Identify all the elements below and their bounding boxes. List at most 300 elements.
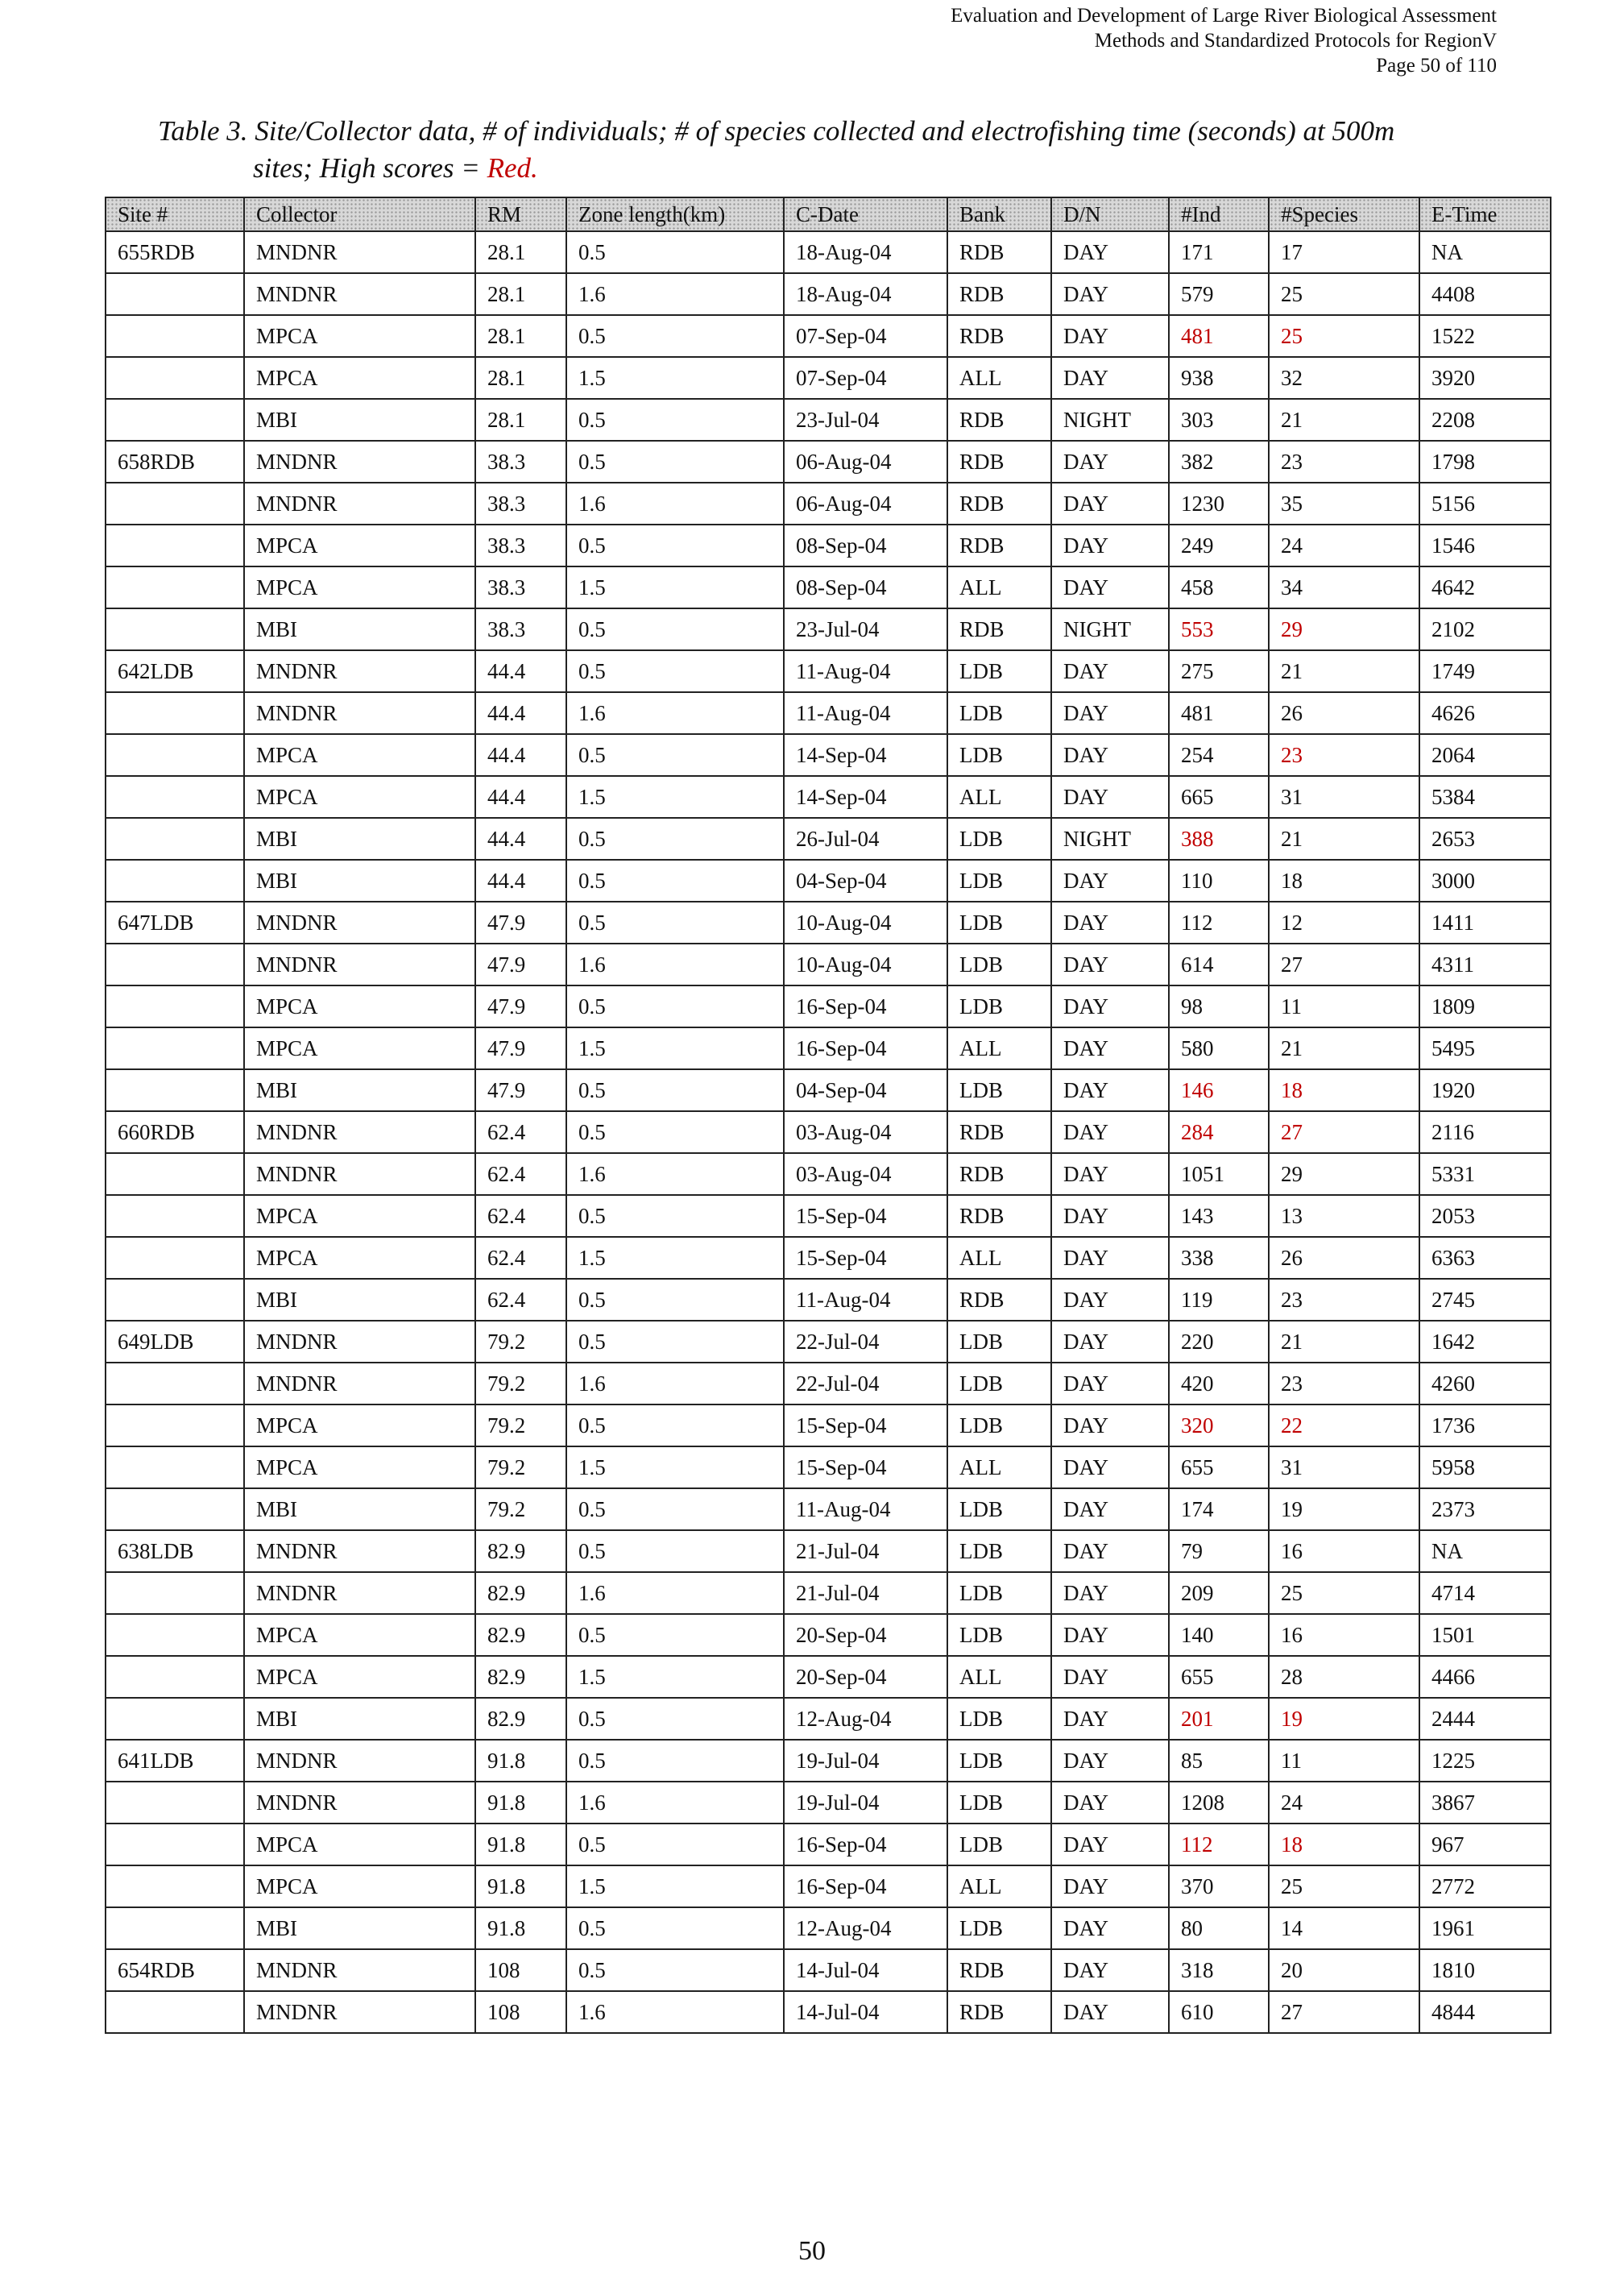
cell-zone-length: 0.5: [566, 1069, 784, 1111]
cell-bank: RDB: [947, 1991, 1051, 2033]
cell-bank: LDB: [947, 944, 1051, 985]
cell-day-night: DAY: [1051, 441, 1169, 483]
cell-collector: MPCA: [244, 1027, 475, 1069]
cell-ind: 1208: [1169, 1782, 1269, 1824]
cell-day-night: DAY: [1051, 1949, 1169, 1991]
cell-day-night: DAY: [1051, 315, 1169, 357]
cell-zone-length: 0.5: [566, 525, 784, 566]
cell-e-time: 1798: [1419, 441, 1551, 483]
cell-rm: 82.9: [475, 1614, 566, 1656]
cell-rm: 79.2: [475, 1321, 566, 1363]
cell-collector: MPCA: [244, 1614, 475, 1656]
cell-bank: RDB: [947, 1111, 1051, 1153]
cell-bank: RDB: [947, 441, 1051, 483]
cell-bank: RDB: [947, 1279, 1051, 1321]
cell-species: 27: [1269, 1991, 1419, 2033]
cell-c-date: 19-Jul-04: [784, 1740, 947, 1782]
cell-c-date: 15-Sep-04: [784, 1404, 947, 1446]
cell-collector: MNDNR: [244, 1530, 475, 1572]
cell-ind: 614: [1169, 944, 1269, 985]
cell-species: 21: [1269, 818, 1419, 860]
cell-c-date: 06-Aug-04: [784, 483, 947, 525]
cell-rm: 44.4: [475, 860, 566, 902]
cell-bank: LDB: [947, 692, 1051, 734]
cell-collector: MPCA: [244, 1865, 475, 1907]
cell-rm: 44.4: [475, 692, 566, 734]
cell-c-date: 21-Jul-04: [784, 1572, 947, 1614]
cell-c-date: 14-Sep-04: [784, 734, 947, 776]
cell-c-date: 11-Aug-04: [784, 1488, 947, 1530]
cell-c-date: 10-Aug-04: [784, 902, 947, 944]
cell-ind: 388: [1169, 818, 1269, 860]
cell-c-date: 07-Sep-04: [784, 357, 947, 399]
cell-zone-length: 0.5: [566, 1824, 784, 1865]
cell-e-time: 3867: [1419, 1782, 1551, 1824]
cell-rm: 38.3: [475, 566, 566, 608]
cell-site: [106, 608, 244, 650]
cell-species: 18: [1269, 1824, 1419, 1865]
cell-rm: 62.4: [475, 1279, 566, 1321]
cell-collector: MBI: [244, 399, 475, 441]
cell-day-night: DAY: [1051, 1446, 1169, 1488]
cell-collector: MBI: [244, 1279, 475, 1321]
cell-e-time: 1522: [1419, 315, 1551, 357]
cell-e-time: 967: [1419, 1824, 1551, 1865]
header-line-2: Methods and Standardized Protocols for RegionV: [1094, 30, 1497, 52]
cell-e-time: 1961: [1419, 1907, 1551, 1949]
cell-e-time: 1736: [1419, 1404, 1551, 1446]
column-header-ind: #Ind: [1169, 197, 1269, 231]
cell-ind: 249: [1169, 525, 1269, 566]
cell-e-time: 4466: [1419, 1656, 1551, 1698]
table-body: [106, 231, 1551, 2033]
cell-zone-length: 0.5: [566, 1698, 784, 1740]
cell-bank: LDB: [947, 818, 1051, 860]
cell-collector: MPCA: [244, 734, 475, 776]
table-row: [106, 1907, 1551, 1949]
cell-site: [106, 1907, 244, 1949]
cell-collector: MNDNR: [244, 1740, 475, 1782]
cell-e-time: NA: [1419, 1530, 1551, 1572]
cell-rm: 28.1: [475, 399, 566, 441]
cell-site: [106, 315, 244, 357]
cell-rm: 44.4: [475, 776, 566, 818]
cell-site: [106, 1069, 244, 1111]
cell-bank: LDB: [947, 1572, 1051, 1614]
cell-species: 25: [1269, 315, 1419, 357]
cell-rm: 79.2: [475, 1363, 566, 1404]
table-row: [106, 1195, 1551, 1237]
cell-site: [106, 1865, 244, 1907]
cell-collector: MNDNR: [244, 1363, 475, 1404]
cell-day-night: DAY: [1051, 1991, 1169, 2033]
cell-ind: 370: [1169, 1865, 1269, 1907]
cell-e-time: 4260: [1419, 1363, 1551, 1404]
table-row: [106, 1488, 1551, 1530]
cell-e-time: 4844: [1419, 1991, 1551, 2033]
cell-ind: 1230: [1169, 483, 1269, 525]
cell-ind: 110: [1169, 860, 1269, 902]
cell-collector: MBI: [244, 608, 475, 650]
table-row: [106, 1572, 1551, 1614]
cell-day-night: DAY: [1051, 860, 1169, 902]
cell-ind: 80: [1169, 1907, 1269, 1949]
cell-site: [106, 273, 244, 315]
cell-site: 649LDB: [106, 1321, 244, 1363]
cell-e-time: 5331: [1419, 1153, 1551, 1195]
cell-site: [106, 357, 244, 399]
cell-zone-length: 0.5: [566, 1195, 784, 1237]
cell-ind: 665: [1169, 776, 1269, 818]
cell-zone-length: 1.6: [566, 1991, 784, 2033]
cell-rm: 44.4: [475, 650, 566, 692]
cell-collector: MPCA: [244, 525, 475, 566]
cell-c-date: 19-Jul-04: [784, 1782, 947, 1824]
table-row: [106, 818, 1551, 860]
cell-collector: MNDNR: [244, 441, 475, 483]
cell-collector: MNDNR: [244, 483, 475, 525]
cell-day-night: DAY: [1051, 1153, 1169, 1195]
table-row: [106, 944, 1551, 985]
cell-e-time: 2373: [1419, 1488, 1551, 1530]
cell-day-night: NIGHT: [1051, 818, 1169, 860]
cell-site: [106, 1446, 244, 1488]
cell-zone-length: 1.5: [566, 1446, 784, 1488]
table-row: [106, 273, 1551, 315]
cell-c-date: 16-Sep-04: [784, 1027, 947, 1069]
cell-site: 642LDB: [106, 650, 244, 692]
cell-site: [106, 1027, 244, 1069]
cell-day-night: DAY: [1051, 902, 1169, 944]
cell-bank: LDB: [947, 1698, 1051, 1740]
cell-bank: LDB: [947, 985, 1051, 1027]
cell-species: 25: [1269, 1572, 1419, 1614]
cell-ind: 79: [1169, 1530, 1269, 1572]
cell-c-date: 11-Aug-04: [784, 692, 947, 734]
cell-bank: ALL: [947, 357, 1051, 399]
cell-e-time: 2208: [1419, 399, 1551, 441]
cell-ind: 338: [1169, 1237, 1269, 1279]
cell-bank: RDB: [947, 399, 1051, 441]
cell-ind: 140: [1169, 1614, 1269, 1656]
cell-e-time: 4408: [1419, 273, 1551, 315]
cell-species: 21: [1269, 399, 1419, 441]
table-caption: [158, 113, 1527, 187]
cell-zone-length: 0.5: [566, 1279, 784, 1321]
cell-rm: 91.8: [475, 1865, 566, 1907]
cell-zone-length: 0.5: [566, 231, 784, 273]
cell-ind: 85: [1169, 1740, 1269, 1782]
cell-site: [106, 1195, 244, 1237]
cell-e-time: 2064: [1419, 734, 1551, 776]
cell-site: [106, 1614, 244, 1656]
cell-ind: 254: [1169, 734, 1269, 776]
header-row: [106, 197, 1551, 231]
table-row: [106, 1824, 1551, 1865]
cell-zone-length: 1.6: [566, 1782, 784, 1824]
cell-e-time: 4714: [1419, 1572, 1551, 1614]
table-row: [106, 441, 1551, 483]
column-header-site: Site #: [106, 197, 244, 231]
cell-species: 29: [1269, 608, 1419, 650]
cell-day-night: DAY: [1051, 1321, 1169, 1363]
cell-bank: RDB: [947, 1153, 1051, 1195]
table-row: [106, 1446, 1551, 1488]
cell-rm: 47.9: [475, 1027, 566, 1069]
cell-collector: MPCA: [244, 566, 475, 608]
cell-e-time: 5495: [1419, 1027, 1551, 1069]
cell-zone-length: 1.5: [566, 1656, 784, 1698]
cell-c-date: 18-Aug-04: [784, 231, 947, 273]
cell-rm: 28.1: [475, 315, 566, 357]
cell-zone-length: 0.5: [566, 818, 784, 860]
cell-ind: 143: [1169, 1195, 1269, 1237]
cell-species: 23: [1269, 441, 1419, 483]
cell-species: 16: [1269, 1614, 1419, 1656]
cell-bank: RDB: [947, 483, 1051, 525]
cell-c-date: 15-Sep-04: [784, 1237, 947, 1279]
cell-bank: LDB: [947, 1907, 1051, 1949]
cell-species: 11: [1269, 1740, 1419, 1782]
cell-day-night: DAY: [1051, 734, 1169, 776]
table-row: [106, 1991, 1551, 2033]
cell-day-night: DAY: [1051, 1656, 1169, 1698]
cell-ind: 275: [1169, 650, 1269, 692]
cell-day-night: DAY: [1051, 1572, 1169, 1614]
cell-zone-length: 0.5: [566, 1740, 784, 1782]
cell-site: [106, 1991, 244, 2033]
cell-ind: 98: [1169, 985, 1269, 1027]
cell-c-date: 20-Sep-04: [784, 1614, 947, 1656]
cell-species: 24: [1269, 525, 1419, 566]
cell-c-date: 26-Jul-04: [784, 818, 947, 860]
cell-rm: 62.4: [475, 1195, 566, 1237]
table-row: [106, 231, 1551, 273]
cell-site: [106, 1279, 244, 1321]
page-number: 50: [798, 2236, 826, 2266]
cell-site: [106, 1153, 244, 1195]
cell-rm: 79.2: [475, 1446, 566, 1488]
cell-species: 12: [1269, 902, 1419, 944]
cell-bank: LDB: [947, 1321, 1051, 1363]
cell-species: 26: [1269, 692, 1419, 734]
cell-zone-length: 1.5: [566, 357, 784, 399]
header-page-ref: Page 50 of 110: [1376, 55, 1497, 77]
cell-zone-length: 0.5: [566, 1111, 784, 1153]
cell-species: 31: [1269, 1446, 1419, 1488]
caption-line-1: Table 3. Site/Collector data, # of individuals; # of species collected and electrofishing time (seconds) at 500m: [158, 115, 1395, 147]
cell-bank: LDB: [947, 1782, 1051, 1824]
cell-site: [106, 1488, 244, 1530]
cell-rm: 62.4: [475, 1111, 566, 1153]
cell-rm: 28.1: [475, 231, 566, 273]
cell-ind: 146: [1169, 1069, 1269, 1111]
cell-collector: MPCA: [244, 776, 475, 818]
cell-site: [106, 399, 244, 441]
cell-site: [106, 1824, 244, 1865]
cell-rm: 47.9: [475, 985, 566, 1027]
cell-site: [106, 1698, 244, 1740]
cell-ind: 580: [1169, 1027, 1269, 1069]
cell-zone-length: 1.5: [566, 566, 784, 608]
cell-site: [106, 1404, 244, 1446]
cell-day-night: DAY: [1051, 944, 1169, 985]
cell-collector: MPCA: [244, 1195, 475, 1237]
cell-zone-length: 1.5: [566, 1865, 784, 1907]
cell-collector: MPCA: [244, 1824, 475, 1865]
cell-e-time: 3920: [1419, 357, 1551, 399]
cell-collector: MNDNR: [244, 1782, 475, 1824]
cell-site: [106, 1572, 244, 1614]
cell-species: 26: [1269, 1237, 1419, 1279]
cell-ind: 655: [1169, 1656, 1269, 1698]
cell-zone-length: 1.5: [566, 1237, 784, 1279]
table-row: [106, 985, 1551, 1027]
cell-c-date: 11-Aug-04: [784, 1279, 947, 1321]
cell-bank: LDB: [947, 1824, 1051, 1865]
cell-collector: MBI: [244, 1488, 475, 1530]
cell-zone-length: 1.6: [566, 273, 784, 315]
running-header: [951, 3, 1497, 78]
cell-e-time: 2053: [1419, 1195, 1551, 1237]
cell-site: [106, 1782, 244, 1824]
cell-bank: ALL: [947, 566, 1051, 608]
table-row: [106, 776, 1551, 818]
cell-e-time: 1809: [1419, 985, 1551, 1027]
cell-bank: LDB: [947, 860, 1051, 902]
cell-bank: LDB: [947, 1614, 1051, 1656]
cell-site: [106, 483, 244, 525]
cell-collector: MNDNR: [244, 1949, 475, 1991]
site-collector-table: [105, 197, 1552, 2034]
cell-c-date: 16-Sep-04: [784, 1865, 947, 1907]
table-row: [106, 315, 1551, 357]
cell-site: 641LDB: [106, 1740, 244, 1782]
cell-bank: RDB: [947, 1195, 1051, 1237]
cell-day-night: DAY: [1051, 1865, 1169, 1907]
cell-day-night: DAY: [1051, 525, 1169, 566]
cell-species: 31: [1269, 776, 1419, 818]
cell-day-night: DAY: [1051, 1027, 1169, 1069]
cell-bank: LDB: [947, 902, 1051, 944]
cell-c-date: 08-Sep-04: [784, 566, 947, 608]
table-row: [106, 608, 1551, 650]
cell-collector: MPCA: [244, 1656, 475, 1698]
cell-day-night: DAY: [1051, 1740, 1169, 1782]
cell-bank: RDB: [947, 315, 1051, 357]
cell-ind: 284: [1169, 1111, 1269, 1153]
cell-e-time: 2653: [1419, 818, 1551, 860]
cell-collector: MNDNR: [244, 1153, 475, 1195]
cell-c-date: 14-Sep-04: [784, 776, 947, 818]
cell-zone-length: 0.5: [566, 441, 784, 483]
cell-c-date: 22-Jul-04: [784, 1363, 947, 1404]
cell-c-date: 16-Sep-04: [784, 985, 947, 1027]
cell-c-date: 15-Sep-04: [784, 1446, 947, 1488]
cell-e-time: 1749: [1419, 650, 1551, 692]
column-header-bank: Bank: [947, 197, 1051, 231]
table-header: [106, 197, 1551, 231]
cell-rm: 82.9: [475, 1530, 566, 1572]
cell-zone-length: 1.5: [566, 776, 784, 818]
cell-bank: LDB: [947, 1069, 1051, 1111]
cell-zone-length: 0.5: [566, 1614, 784, 1656]
cell-day-night: NIGHT: [1051, 399, 1169, 441]
cell-site: 660RDB: [106, 1111, 244, 1153]
cell-bank: ALL: [947, 776, 1051, 818]
cell-day-night: DAY: [1051, 483, 1169, 525]
cell-zone-length: 0.5: [566, 1321, 784, 1363]
cell-e-time: 5156: [1419, 483, 1551, 525]
table-row: [106, 483, 1551, 525]
table-row: [106, 1530, 1551, 1572]
cell-day-night: DAY: [1051, 1824, 1169, 1865]
cell-day-night: DAY: [1051, 1530, 1169, 1572]
cell-zone-length: 0.5: [566, 985, 784, 1027]
table-row: [106, 525, 1551, 566]
cell-collector: MPCA: [244, 985, 475, 1027]
column-header-zone-length: Zone length(km): [566, 197, 784, 231]
cell-collector: MNDNR: [244, 273, 475, 315]
cell-e-time: 2116: [1419, 1111, 1551, 1153]
cell-rm: 38.3: [475, 441, 566, 483]
cell-day-night: DAY: [1051, 1698, 1169, 1740]
cell-day-night: DAY: [1051, 1404, 1169, 1446]
cell-species: 19: [1269, 1488, 1419, 1530]
cell-site: 638LDB: [106, 1530, 244, 1572]
cell-c-date: 23-Jul-04: [784, 608, 947, 650]
table-row: [106, 1069, 1551, 1111]
cell-collector: MPCA: [244, 1404, 475, 1446]
cell-site: [106, 776, 244, 818]
cell-ind: 201: [1169, 1698, 1269, 1740]
cell-collector: MNDNR: [244, 1991, 475, 2033]
cell-c-date: 18-Aug-04: [784, 273, 947, 315]
cell-rm: 91.8: [475, 1782, 566, 1824]
cell-species: 23: [1269, 1279, 1419, 1321]
cell-site: [106, 1363, 244, 1404]
cell-ind: 610: [1169, 1991, 1269, 2033]
cell-rm: 44.4: [475, 734, 566, 776]
cell-site: [106, 525, 244, 566]
cell-bank: LDB: [947, 1363, 1051, 1404]
cell-c-date: 10-Aug-04: [784, 944, 947, 985]
cell-ind: 303: [1169, 399, 1269, 441]
header-line-1: Evaluation and Development of Large River Biological Assessment: [951, 5, 1497, 27]
cell-bank: RDB: [947, 608, 1051, 650]
cell-zone-length: 1.6: [566, 692, 784, 734]
cell-day-night: DAY: [1051, 692, 1169, 734]
cell-collector: MNDNR: [244, 650, 475, 692]
cell-day-night: DAY: [1051, 1195, 1169, 1237]
cell-bank: ALL: [947, 1446, 1051, 1488]
table-row: [106, 1656, 1551, 1698]
cell-zone-length: 1.6: [566, 1153, 784, 1195]
table-row: [106, 692, 1551, 734]
cell-day-night: DAY: [1051, 1111, 1169, 1153]
cell-zone-length: 0.5: [566, 734, 784, 776]
cell-rm: 38.3: [475, 483, 566, 525]
cell-bank: LDB: [947, 734, 1051, 776]
cell-rm: 91.8: [475, 1907, 566, 1949]
cell-c-date: 04-Sep-04: [784, 1069, 947, 1111]
cell-ind: 458: [1169, 566, 1269, 608]
table-row: [106, 860, 1551, 902]
cell-day-night: DAY: [1051, 231, 1169, 273]
column-header-e-time: E-Time: [1419, 197, 1551, 231]
cell-ind: 382: [1169, 441, 1269, 483]
cell-zone-length: 1.6: [566, 1572, 784, 1614]
